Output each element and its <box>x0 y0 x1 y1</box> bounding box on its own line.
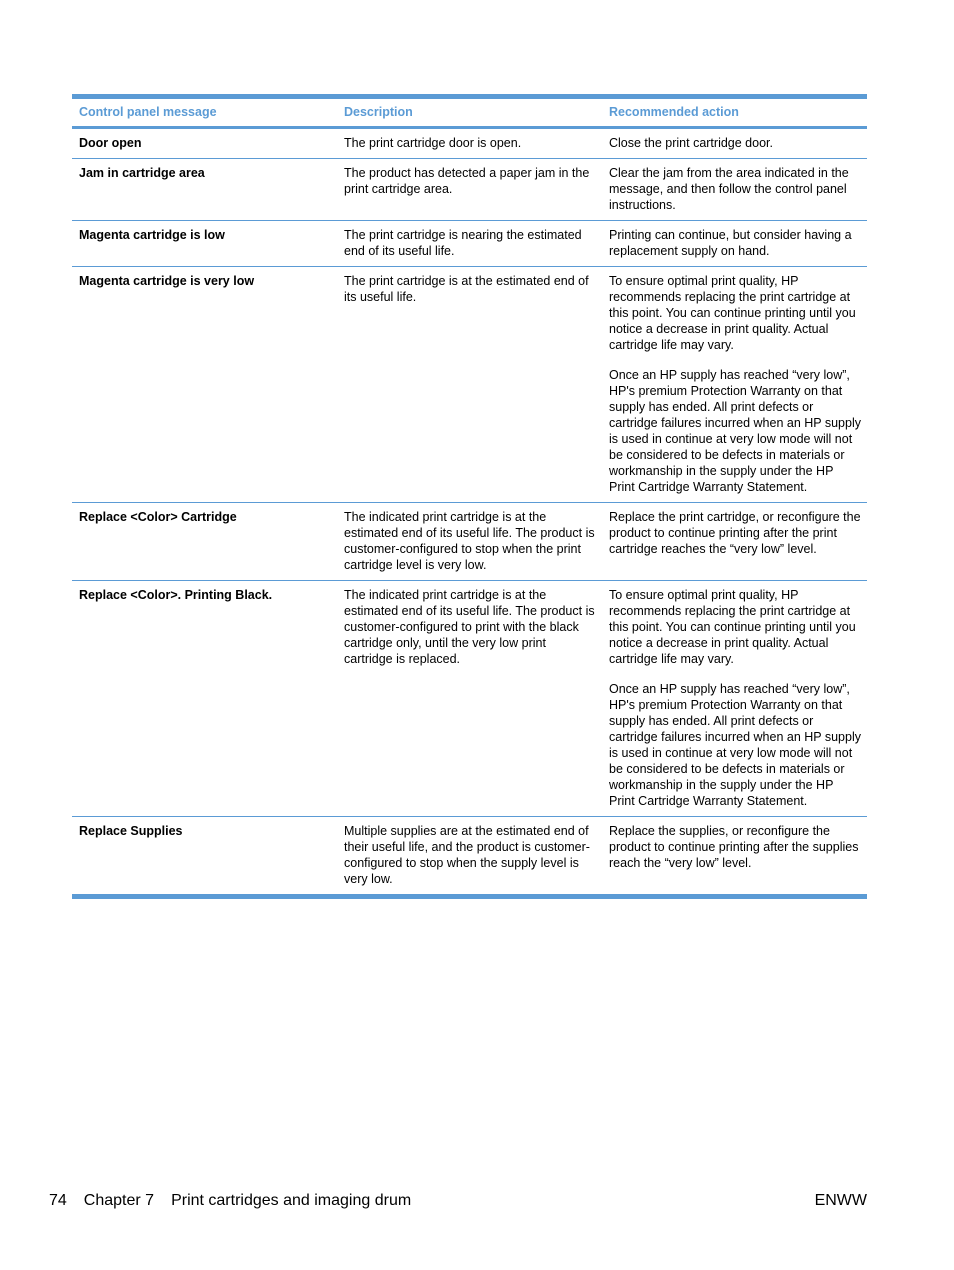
description-cell: The print cartridge is at the estimated end of its useful life. <box>337 267 602 503</box>
description-cell: The print cartridge door is open. <box>337 128 602 159</box>
table-row <box>72 128 867 159</box>
control-panel-message-table <box>72 99 867 894</box>
description-cell: The product has detected a paper jam in the print cartridge area. <box>337 159 602 221</box>
description-cell: The print cartridge is nearing the estimated end of its useful life. <box>337 221 602 267</box>
recommended-action-cell <box>602 267 867 503</box>
recommended-action-cell <box>602 817 867 895</box>
message-cell: Jam in cartridge area <box>72 159 337 221</box>
description-cell: The indicated print cartridge is at the estimated end of its useful life. The product is customer-configured to print with the black cartridge only, until the very low print cartridge is replaced. <box>337 581 602 817</box>
action-paragraph: Once an HP supply has reached “very low”, HP's premium Protection Warranty on that supply has ended. All print defects or cartridge failures incurred when an HP supply is used in continue at very low mode will not be considered to be defects in materials or workmanship in the supply under the HP Print Cartridge Warranty Statement. <box>609 682 861 808</box>
action-paragraph: Close the print cartridge door. <box>609 136 773 150</box>
footer-left <box>49 1191 428 1211</box>
action-paragraph: Once an HP supply has reached “very low”, HP's premium Protection Warranty on that supply has ended. All print defects or cartridge failures incurred when an HP supply is used in continue at very low mode will not be considered to be defects in materials or workmanship in the supply under the HP Print Cartridge Warranty Statement. <box>609 368 861 494</box>
footer-locale: ENWW <box>814 1192 867 1209</box>
table-row <box>72 503 867 581</box>
action-paragraph: Replace the print cartridge, or reconfigure the product to continue printing after the print cartridge reaches the “very low” level. <box>609 510 861 556</box>
action-paragraph: Clear the jam from the area indicated in the message, and then follow the control panel instructions. <box>609 166 849 212</box>
header-description: Description <box>337 99 602 128</box>
action-paragraph: To ensure optimal print quality, HP recommends replacing the print cartridge at this point. You can continue printing until you notice a decrease in print quality. Actual cartridge life may vary. <box>609 274 856 352</box>
table-row <box>72 817 867 895</box>
message-cell: Magenta cartridge is low <box>72 221 337 267</box>
recommended-action-cell <box>602 221 867 267</box>
table-header <box>72 99 867 128</box>
description-cell: The indicated print cartridge is at the estimated end of its useful life. The product is customer-configured to stop when the print cartridge level is very low. <box>337 503 602 581</box>
message-cell: Door open <box>72 128 337 159</box>
action-paragraph: To ensure optimal print quality, HP recommends replacing the print cartridge at this point. You can continue printing until you notice a decrease in print quality. Actual cartridge life may vary. <box>609 588 856 666</box>
recommended-action-cell <box>602 159 867 221</box>
message-cell: Replace <Color> Cartridge <box>72 503 337 581</box>
chapter-title: Print cartridges and imaging drum <box>171 1192 412 1209</box>
page-number: 74 <box>49 1192 67 1209</box>
header-recommended-action: Recommended action <box>602 99 867 128</box>
table-row <box>72 159 867 221</box>
message-table-container <box>72 94 867 899</box>
table-row <box>72 221 867 267</box>
description-cell: Multiple supplies are at the estimated end of their useful life, and the product is customer-configured to stop when the supply level is very low. <box>344 824 590 886</box>
table-body <box>72 128 867 895</box>
message-cell: Replace <Color>. Printing Black. <box>72 581 337 817</box>
message-cell: Magenta cartridge is very low <box>72 267 337 503</box>
table-row <box>72 581 867 817</box>
action-paragraph: Printing can continue, but consider having a replacement supply on hand. <box>609 228 852 258</box>
recommended-action-cell <box>602 128 867 159</box>
recommended-action-cell <box>602 503 867 581</box>
header-control-panel-message: Control panel message <box>72 99 337 128</box>
header-row <box>72 99 867 128</box>
action-paragraph: Replace the supplies, or reconfigure the product to continue printing after the supplies reach the “very low” level. <box>609 824 859 870</box>
message-cell: Replace Supplies <box>79 824 183 838</box>
recommended-action-cell <box>602 581 867 817</box>
chapter-label: Chapter 7 <box>83 1192 155 1209</box>
table-row <box>72 267 867 503</box>
